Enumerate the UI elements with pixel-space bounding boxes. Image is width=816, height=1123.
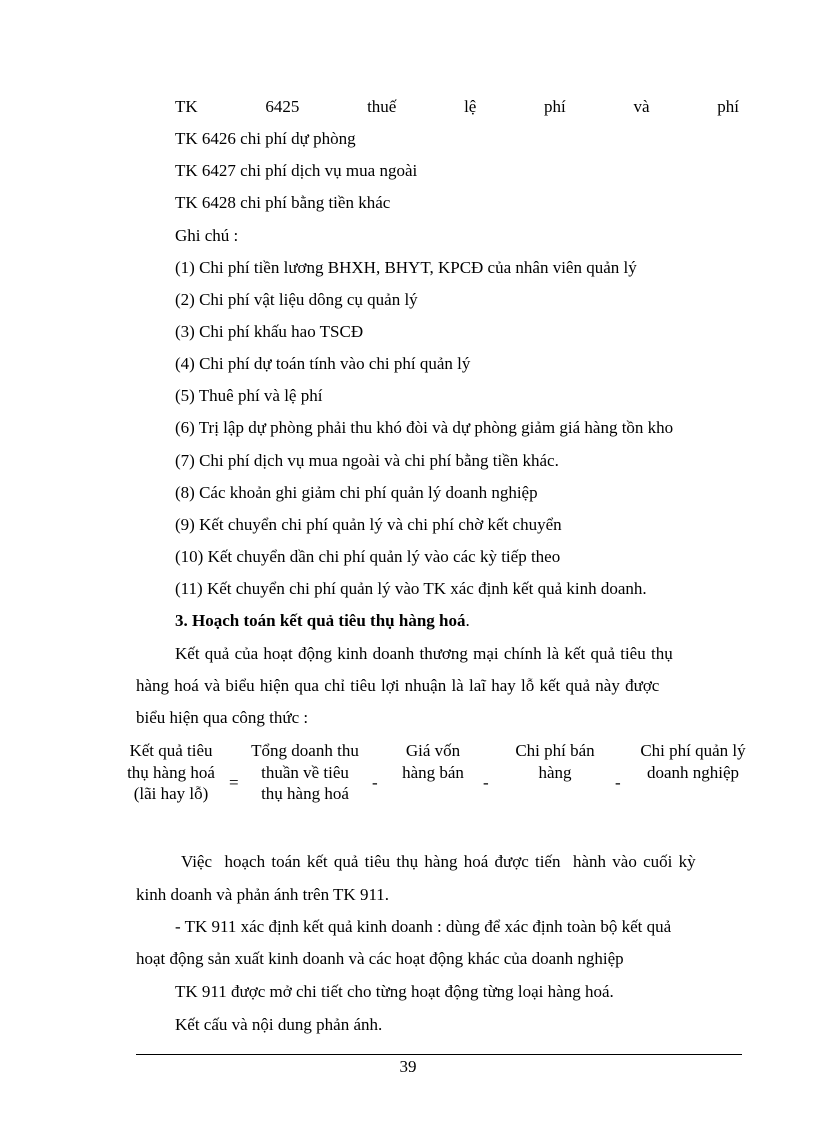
formula-minus: - — [615, 773, 621, 792]
account-6428-line: TK 6428 chi phí bằng tiền khác — [175, 193, 391, 212]
paragraph-line: Kết cấu và nội dung phản ánh. — [175, 1015, 383, 1034]
account-6426-line: TK 6426 chi phí dự phòng — [175, 129, 356, 148]
formula-cogs: Giá vốn hàng bán — [402, 741, 464, 782]
paragraph-line: hoạt động sản xuất kinh doanh và các hoạt động khác của doanh nghiệp — [136, 949, 624, 968]
formula-minus: - — [483, 773, 489, 792]
word: thuế — [367, 97, 397, 116]
paragraph-line: Việc hoạch toán kết quả tiêu thụ hàng hoá được tiến hành vào cuối kỳ — [175, 852, 696, 871]
formula-selling-expense: Chi phí bán hàng — [515, 741, 595, 782]
word: phí — [717, 97, 739, 116]
note-item: (9) Kết chuyển chi phí quản lý và chi phí chờ kết chuyển — [175, 515, 562, 534]
note-item: (4) Chi phí dự toán tính vào chi phí quản lý — [175, 354, 471, 373]
word: phí — [544, 97, 566, 116]
paragraph-line: biểu hiện qua công thức : — [136, 708, 309, 727]
paragraph-line: - TK 911 xác định kết quả kinh doanh : dùng để xác định toàn bộ kết quả — [175, 917, 672, 936]
page-number: 39 — [399, 1057, 417, 1076]
note-item: (2) Chi phí vật liệu dông cụ quản lý — [175, 290, 418, 309]
account-6425-line — [175, 96, 739, 118]
formula-minus: - — [372, 773, 378, 792]
section-heading-period: . — [465, 611, 470, 630]
word: và — [633, 97, 650, 116]
note-item: (1) Chi phí tiền lương BHXH, BHYT, KPCĐ của nhân viên quản lý — [175, 258, 637, 277]
account-6427-line: TK 6427 chi phí dịch vụ mua ngoài — [175, 161, 418, 180]
section-heading-text: 3. Hoạch toán kết quả tiêu thụ hàng hoá — [175, 611, 466, 630]
word: lệ — [464, 97, 477, 116]
note-item: (3) Chi phí khấu hao TSCĐ — [175, 322, 364, 341]
note-item: (11) Kết chuyển chi phí quản lý vào TK xác định kết quả kinh doanh. — [175, 579, 647, 598]
note-item: (10) Kết chuyển dần chi phí quản lý vào các kỳ tiếp theo — [175, 547, 561, 566]
note-item: (5) Thuê phí và lệ phí — [175, 386, 323, 405]
note-item: (8) Các khoản ghi giảm chi phí quản lý doanh nghiệp — [175, 483, 538, 502]
formula-result: Kết quả tiêu thụ hàng hoá (lãi hay lỗ) — [127, 741, 215, 803]
formula-equals: = — [229, 773, 239, 792]
paragraph-line: kinh doanh và phản ánh trên TK 911. — [136, 885, 390, 904]
footer-rule — [136, 1054, 742, 1055]
notes-title: Ghi chú : — [175, 226, 239, 245]
formula-net-revenue: Tổng doanh thu thuần về tiêu thụ hàng hoá — [251, 741, 359, 803]
word: TK — [175, 97, 198, 116]
word: 6425 — [265, 97, 300, 116]
paragraph-line: Kết quả của hoạt động kinh doanh thương mại chính là kết quả tiêu thụ — [175, 644, 673, 663]
note-item: (7) Chi phí dịch vụ mua ngoài và chi phí bằng tiền khác. — [175, 451, 559, 470]
paragraph-line: TK 911 được mở chi tiết cho từng hoạt động từng loại hàng hoá. — [175, 982, 614, 1001]
formula-admin-expense: Chi phí quản lý doanh nghiệp — [640, 741, 746, 782]
paragraph-line: hàng hoá và biểu hiện qua chỉ tiêu lợi nhuận là laĩ hay lỗ kết quả này được — [136, 676, 660, 695]
note-item: (6) Trị lập dự phòng phải thu khó đòi và dự phòng giảm giá hàng tồn kho — [175, 418, 674, 437]
section-heading — [175, 610, 470, 632]
